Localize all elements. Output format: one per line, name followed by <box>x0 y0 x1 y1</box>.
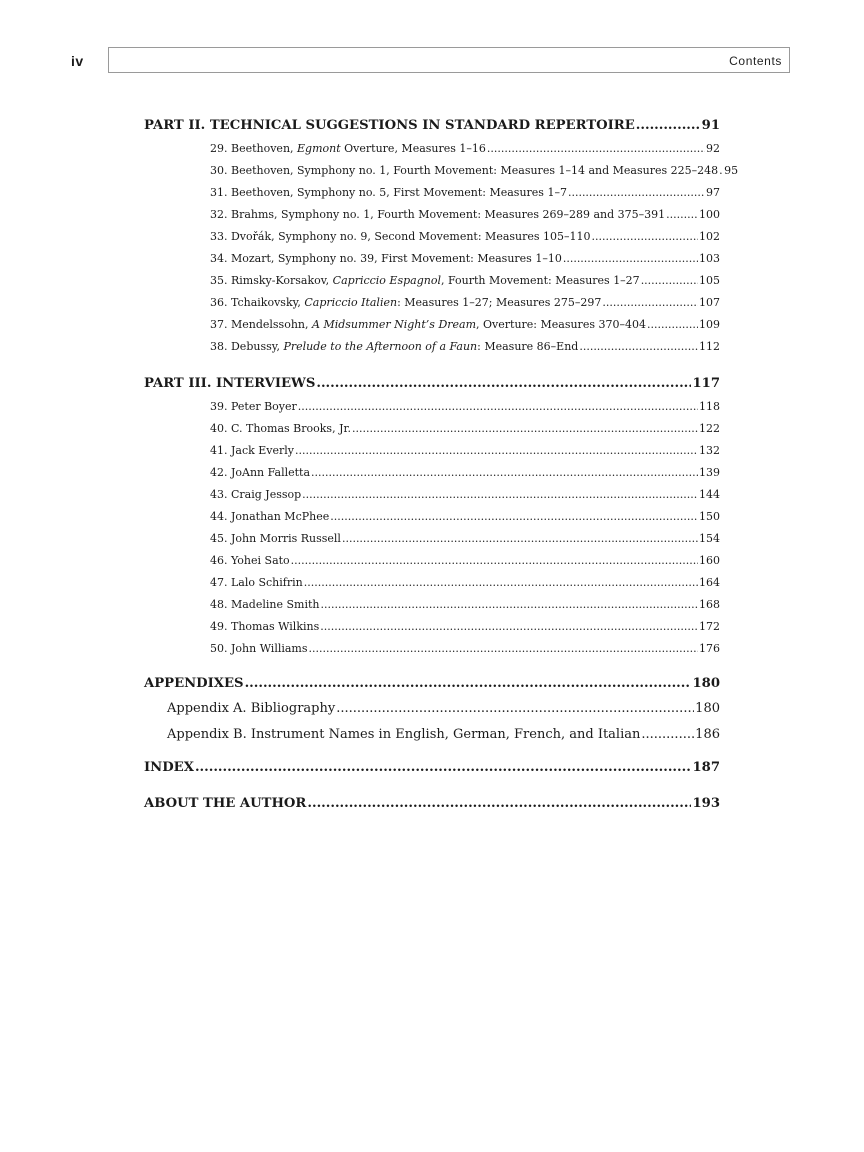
toc-part-title: ABOUT THE AUTHOR <box>144 796 307 811</box>
toc-entry[interactable] <box>210 462 720 484</box>
dot-leader <box>641 722 694 748</box>
toc-page-number: 150 <box>699 510 720 523</box>
toc-appendix-entry[interactable] <box>167 696 720 722</box>
toc-entry[interactable] <box>210 616 720 638</box>
toc-entry-title: 31. Beethoven, Symphony no. 5, First Movement: Measures 1–7 <box>210 186 567 199</box>
dot-leader <box>602 292 698 314</box>
dot-leader <box>302 484 698 506</box>
toc-part-title: APPENDIXES <box>144 676 244 691</box>
toc-page-number: 92 <box>706 142 720 155</box>
toc-page-number: 102 <box>699 230 720 243</box>
toc-page-number: 186 <box>695 727 720 742</box>
toc-page-number: 103 <box>699 252 720 265</box>
dot-leader <box>304 572 698 594</box>
toc-entry-title: 43. Craig Jessop <box>210 488 302 501</box>
toc-entry[interactable] <box>210 248 720 270</box>
toc-part-title: INDEX <box>144 760 194 775</box>
toc-entry-title: 45. John Morris Russell <box>210 532 341 545</box>
toc-part-title: PART III. INTERVIEWS <box>144 376 316 391</box>
toc-entry-title: 37. Mendelssohn, A Midsummer Night’s Dream, Overture: Measures 370–404 <box>210 318 646 331</box>
toc-appendix-entry[interactable] <box>167 722 720 748</box>
dot-leader <box>666 204 698 226</box>
table-of-contents <box>144 114 739 816</box>
dot-leader <box>291 550 698 572</box>
toc-entry-title: 46. Yohei Sato <box>210 554 290 567</box>
toc-page-number: 97 <box>706 186 720 199</box>
toc-entry-title: 44. Jonathan McPhee <box>210 510 330 523</box>
toc-entry-title: 48. Madeline Smith <box>210 598 320 611</box>
page-folio: iv <box>71 53 84 69</box>
toc-page-number: 95 <box>724 164 739 177</box>
toc-page-number: 117 <box>692 376 720 391</box>
toc-entry[interactable] <box>210 440 720 462</box>
toc-entry-title: Appendix A. Bibliography <box>167 701 336 716</box>
toc-page-number: 172 <box>699 620 720 633</box>
toc-entry[interactable] <box>210 138 720 160</box>
dot-leader <box>320 616 698 638</box>
dot-leader <box>298 396 698 418</box>
toc-part-heading[interactable] <box>144 114 720 138</box>
toc-entry-title: 47. Lalo Schifrin <box>210 576 303 589</box>
toc-page-number: 118 <box>699 400 720 413</box>
toc-entry[interactable] <box>210 594 720 616</box>
dot-leader <box>487 138 705 160</box>
toc-page-number: 164 <box>699 576 720 589</box>
toc-entry[interactable] <box>210 182 720 204</box>
toc-part-heading[interactable] <box>144 792 720 816</box>
toc-entry-title: 35. Rimsky-Korsakov, Capriccio Espagnol, Fourth Movement: Measures 1–27 <box>210 274 640 287</box>
toc-entry[interactable] <box>210 396 720 418</box>
dot-leader <box>641 270 698 292</box>
toc-part-heading[interactable] <box>144 756 720 780</box>
toc-page-number: 91 <box>701 118 720 133</box>
toc-entry[interactable] <box>210 292 720 314</box>
toc-page-number: 187 <box>692 760 720 775</box>
dot-leader <box>320 594 698 616</box>
dot-leader <box>316 372 691 396</box>
toc-entry[interactable] <box>210 314 720 336</box>
toc-page-number: 180 <box>692 676 720 691</box>
dot-leader <box>245 672 692 696</box>
toc-entry[interactable] <box>210 204 720 226</box>
toc-page-number: 160 <box>699 554 720 567</box>
dot-leader <box>330 506 698 528</box>
toc-entry-title: 36. Tchaikovsky, Capriccio Italien: Measures 1–27; Measures 275–297 <box>210 296 602 309</box>
toc-part-heading[interactable] <box>144 672 720 696</box>
toc-entry-title: 38. Debussy, Prelude to the Afternoon of a Faun: Measure 86–End <box>210 340 579 353</box>
toc-page-number: 109 <box>699 318 720 331</box>
toc-entry[interactable] <box>210 226 720 248</box>
dot-leader <box>342 528 698 550</box>
toc-entry-title: 50. John Williams <box>210 642 308 655</box>
running-header <box>108 47 790 73</box>
toc-entry[interactable] <box>210 572 720 594</box>
dot-leader <box>568 182 705 204</box>
running-header-title: Contents <box>729 54 782 68</box>
dot-leader <box>647 314 698 336</box>
toc-page-number: 176 <box>699 642 720 655</box>
dot-leader <box>195 756 692 780</box>
toc-entry[interactable] <box>210 336 720 358</box>
dot-leader <box>336 696 694 722</box>
toc-entry[interactable] <box>210 550 720 572</box>
toc-page-number: 112 <box>699 340 720 353</box>
dot-leader <box>311 462 698 484</box>
dot-leader <box>636 114 701 138</box>
toc-entry[interactable] <box>210 528 720 550</box>
toc-entry[interactable] <box>210 638 720 660</box>
toc-page-number: 180 <box>695 701 720 716</box>
toc-entry[interactable] <box>210 418 720 440</box>
dot-leader <box>563 248 698 270</box>
toc-page-number: 154 <box>699 532 720 545</box>
toc-entry-title: 49. Thomas Wilkins <box>210 620 320 633</box>
dot-leader <box>579 336 698 358</box>
toc-page-number: 107 <box>699 296 720 309</box>
toc-page-number: 132 <box>699 444 720 457</box>
toc-part-heading[interactable] <box>144 372 720 396</box>
toc-page-number: 168 <box>699 598 720 611</box>
toc-part-title: PART II. TECHNICAL SUGGESTIONS IN STANDARD REPERTOIRE <box>144 118 635 133</box>
toc-entry-title: Appendix B. Instrument Names in English, German, French, and Italian <box>167 727 641 742</box>
toc-entry-title: 39. Peter Boyer <box>210 400 297 413</box>
toc-entry-title: 42. JoAnn Falletta <box>210 466 311 479</box>
dot-leader <box>309 638 698 660</box>
toc-page-number: 144 <box>699 488 720 501</box>
toc-page-number: 139 <box>699 466 720 479</box>
toc-page-number: 122 <box>699 422 720 435</box>
toc-entry-title: 29. Beethoven, Egmont Overture, Measures 1–16 <box>210 142 486 155</box>
toc-entry[interactable] <box>210 484 720 506</box>
toc-entry-title: 32. Brahms, Symphony no. 1, Fourth Movement: Measures 269–289 and 375–391 <box>210 208 666 221</box>
toc-entry[interactable] <box>210 506 720 528</box>
toc-entry-title: 41. Jack Everly <box>210 444 295 457</box>
toc-entry-title: 33. Dvořák, Symphony no. 9, Second Movement: Measures 105–110 <box>210 230 591 243</box>
dot-leader <box>719 160 723 182</box>
dot-leader <box>352 418 698 440</box>
toc-page-number: 193 <box>692 796 720 811</box>
toc-page-number: 105 <box>699 274 720 287</box>
dot-leader <box>592 226 698 248</box>
toc-entry[interactable] <box>210 270 720 292</box>
toc-page-number: 100 <box>699 208 720 221</box>
toc-entry-title: 34. Mozart, Symphony no. 39, First Movement: Measures 1–10 <box>210 252 562 265</box>
dot-leader <box>295 440 698 462</box>
toc-entry[interactable] <box>210 160 739 182</box>
toc-entry-title: 30. Beethoven, Symphony no. 1, Fourth Movement: Measures 1–14 and Measures 225–248 <box>210 164 719 177</box>
toc-entry-title: 40. C. Thomas Brooks, Jr. <box>210 422 352 435</box>
dot-leader <box>307 792 691 816</box>
